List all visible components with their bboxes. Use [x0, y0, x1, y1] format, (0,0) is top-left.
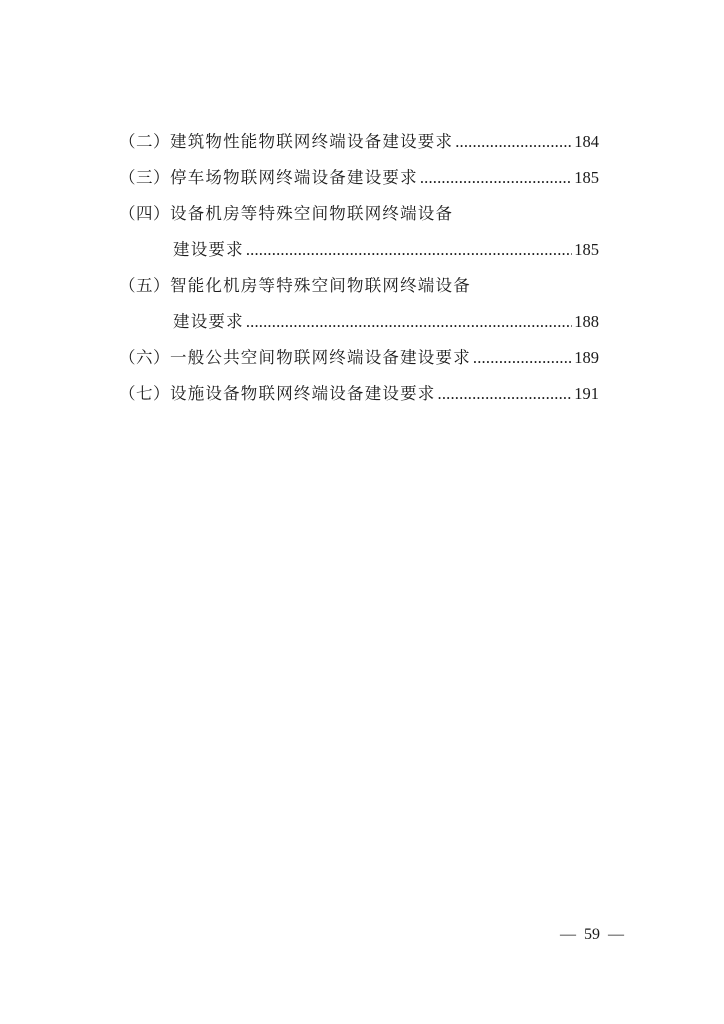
toc-entry-title: 设施设备物联网终端设备建设要求	[170, 384, 436, 403]
footer-dash-left: —	[560, 926, 576, 943]
toc-entry-number: （六）	[119, 348, 170, 367]
toc-entry[interactable]	[119, 124, 599, 160]
toc-entry[interactable]	[119, 340, 599, 376]
toc-entry-title: 建筑物性能物联网终端设备建设要求	[170, 132, 454, 151]
toc-entry-page: 191	[574, 384, 599, 403]
toc-entry[interactable]	[119, 376, 599, 412]
toc-entry-title: 停车场物联网终端设备建设要求	[170, 168, 418, 187]
toc-entry-title: 一般公共空间物联网终端设备建设要求	[170, 348, 471, 367]
toc-entry-title-continued: 建设要求	[173, 240, 244, 259]
toc-entry-page: 185	[574, 240, 599, 259]
toc-entry-page: 185	[574, 168, 599, 187]
page-footer	[560, 926, 624, 944]
page-number: 59	[584, 926, 600, 943]
dot-leader	[246, 304, 572, 340]
toc-entry[interactable]	[119, 160, 599, 196]
toc-entry-page: 189	[574, 348, 599, 367]
dot-leader	[455, 124, 572, 160]
toc-entry-page: 188	[574, 312, 599, 331]
toc-entry-number: （三）	[119, 168, 170, 187]
toc-entry[interactable]	[119, 268, 599, 304]
table-of-contents	[119, 124, 599, 412]
toc-entry-number: （二）	[119, 132, 170, 151]
toc-entry-title: 智能化机房等特殊空间物联网终端设备	[170, 276, 471, 295]
dot-leader	[246, 232, 572, 268]
footer-dash-right: —	[608, 926, 624, 943]
toc-entry-continuation[interactable]	[119, 304, 599, 340]
toc-entry-number: （四）	[119, 204, 170, 223]
toc-entry[interactable]	[119, 196, 599, 232]
toc-entry-page: 184	[574, 132, 599, 151]
dot-leader	[438, 376, 573, 412]
toc-entry-continuation[interactable]	[119, 232, 599, 268]
toc-entry-number: （五）	[119, 276, 170, 295]
dot-leader	[420, 160, 572, 196]
dot-leader	[473, 340, 572, 376]
toc-entry-title: 设备机房等特殊空间物联网终端设备	[170, 204, 454, 223]
toc-entry-title-continued: 建设要求	[173, 312, 244, 331]
toc-entry-number: （七）	[119, 384, 170, 403]
